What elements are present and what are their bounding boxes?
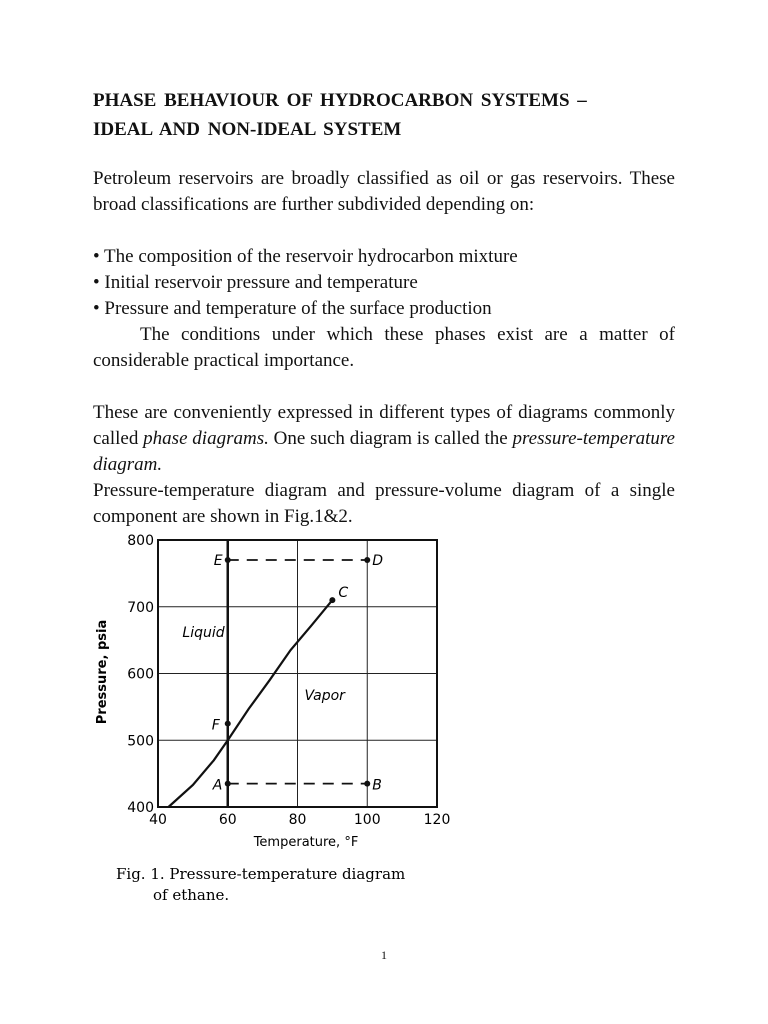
point-label: C	[338, 585, 349, 602]
y-tick-labels	[127, 533, 154, 816]
title-line-2: IDEAL AND NON-IDEAL SYSTEM	[93, 119, 402, 140]
criteria-list	[93, 244, 675, 322]
list-item: • Pressure and temperature of the surface production	[93, 298, 492, 319]
paragraph-figure-reference: Pressure-temperature diagram and pressure-volume diagram of a single component are shown in Fig.1&2.	[93, 480, 675, 527]
x-tick-label: 40	[149, 812, 167, 828]
figure-caption-line-1: Fig. 1. Pressure-temperature diagram	[116, 865, 406, 883]
text-run: These are conveniently expressed in different types of diagrams commonly called	[93, 402, 675, 449]
y-tick-label: 500	[127, 733, 154, 750]
point-label: B	[372, 777, 382, 794]
x-tick-label: 120	[423, 812, 451, 828]
emphasis-phase-diagrams: phase diagrams.	[143, 428, 269, 449]
emphasis-pt-diagram: pressure-temperature diagram.	[93, 428, 675, 475]
paragraph-classification: Petroleum reservoirs are broadly classified as oil or gas reservoirs. These broad classifications are further subdivided depending on:	[93, 168, 675, 215]
title-line-1: PHASE BEHAVIOUR OF HYDROCARBON SYSTEMS –	[93, 90, 587, 111]
x-tick-label: 60	[218, 812, 237, 828]
region-labels	[182, 625, 346, 704]
point-label: D	[372, 553, 384, 570]
x-tick-labels	[149, 812, 450, 828]
region-label: Vapor	[304, 688, 345, 705]
x-tick-label: 80	[288, 812, 307, 828]
y-tick-label: 400	[127, 800, 154, 816]
list-item: • Initial reservoir pressure and temperature	[93, 272, 418, 293]
document-title	[93, 86, 675, 144]
document-body	[93, 86, 675, 530]
y-axis-label: Pressure, psia	[95, 619, 110, 725]
point-marker	[364, 781, 370, 787]
figure-caption-line-2: of ethane.	[153, 886, 230, 904]
y-tick-label: 700	[127, 599, 154, 616]
point-marker	[225, 781, 231, 787]
list-item: • The composition of the reservoir hydrocarbon mixture	[93, 246, 518, 267]
pt-diagram-chart	[92, 530, 472, 910]
y-tick-label: 600	[127, 666, 154, 683]
point-marker	[364, 557, 370, 563]
figure-1	[92, 530, 472, 910]
point-label: A	[212, 777, 223, 794]
point-marker	[225, 557, 231, 563]
paragraph-phase-diagrams	[93, 400, 675, 478]
region-label: Liquid	[182, 624, 225, 641]
point-label: F	[211, 717, 220, 734]
page-number: 1	[381, 948, 387, 962]
text-run: One such diagram is called the	[268, 428, 513, 449]
chart-grid	[158, 540, 437, 807]
paragraph-conditions: The conditions under which these phases exist are a matter of considerable practical importance.	[93, 324, 675, 371]
point-marker	[225, 721, 231, 727]
y-tick-label: 800	[127, 533, 154, 549]
x-axis-label: Temperature, °F	[253, 835, 359, 850]
point-label: E	[213, 553, 223, 570]
x-tick-label: 100	[353, 812, 381, 828]
point-marker	[329, 597, 335, 603]
